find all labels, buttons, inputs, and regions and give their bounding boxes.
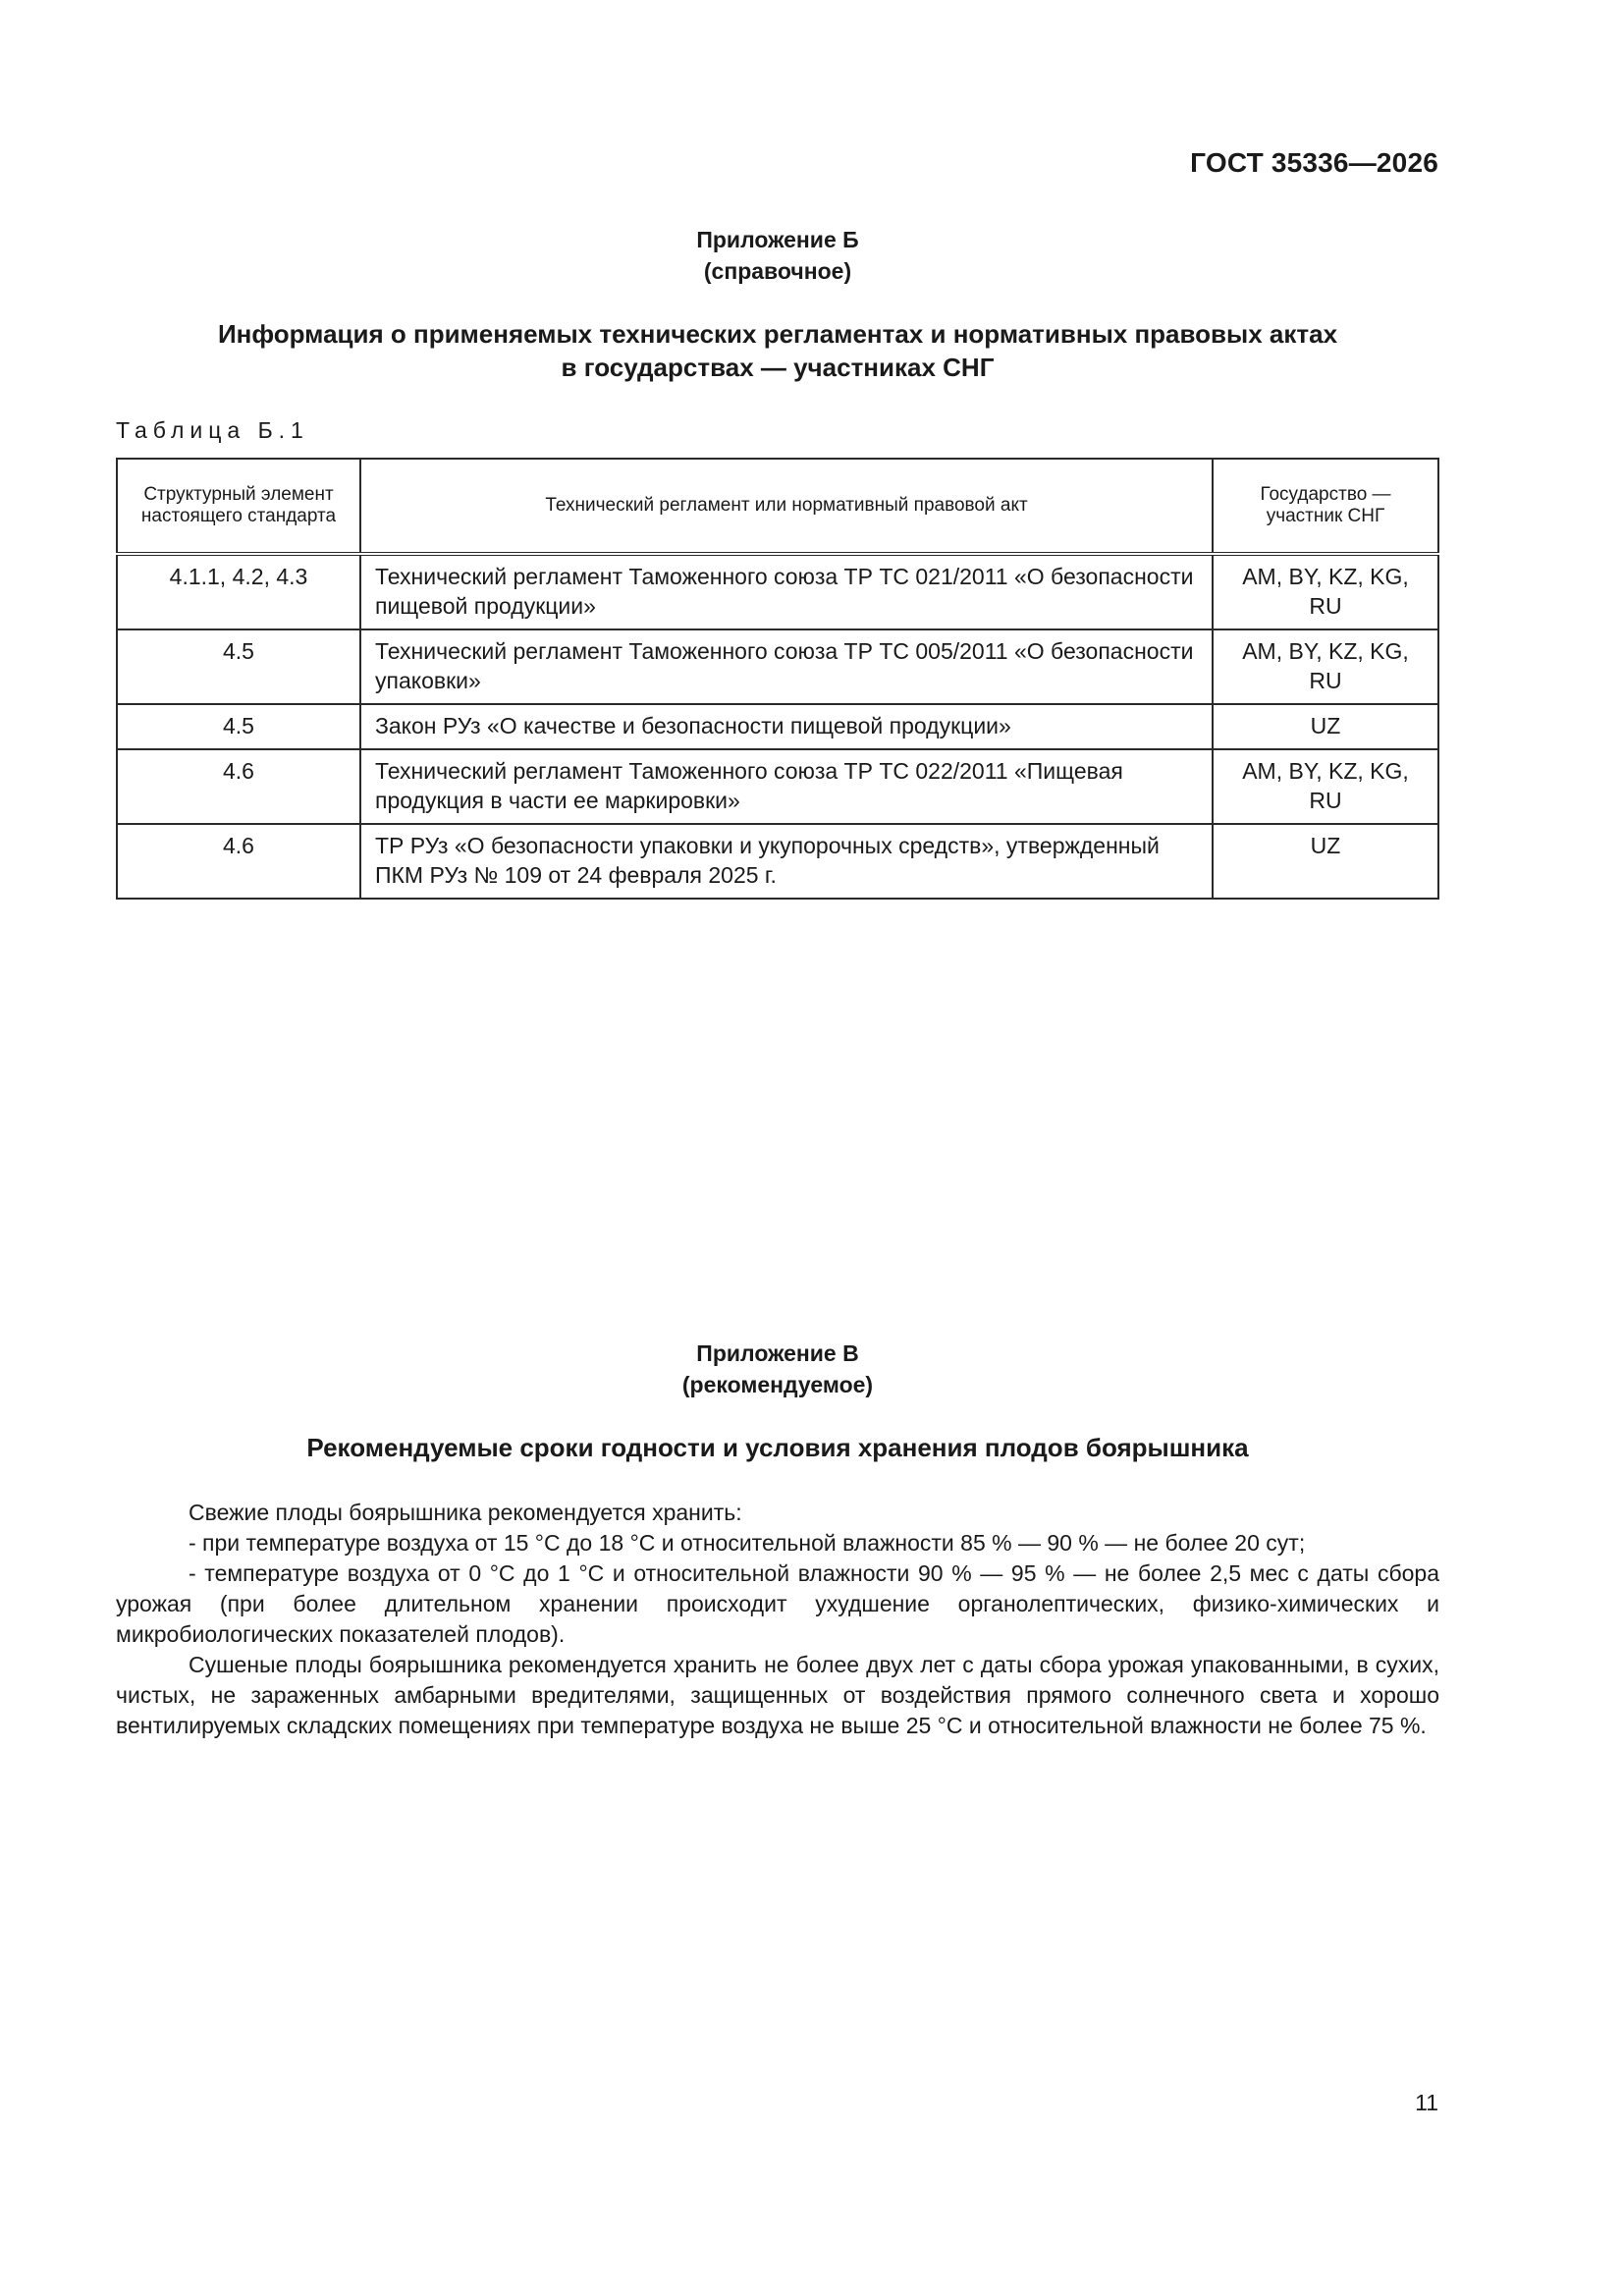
table-row — [117, 749, 1438, 824]
table-row — [117, 554, 1438, 629]
cell-element: 4.6 — [117, 824, 360, 899]
cell-state: AM, BY, KZ, KG, RU — [1213, 629, 1438, 704]
table-row — [117, 629, 1438, 704]
cell-act: Технический регламент Таможенного союза ТР ТС 022/2011 «Пищевая продукция в части ее маркировки» — [360, 749, 1213, 824]
cell-state: UZ — [1213, 704, 1438, 749]
cell-act: Технический регламент Таможенного союза ТР ТС 005/2011 «О безопасности упаковки» — [360, 629, 1213, 704]
cell-state: AM, BY, KZ, KG, RU — [1213, 749, 1438, 824]
appendix-v-label: Приложение В — [696, 1340, 859, 1366]
paragraph-dried-storage: Сушеные плоды боярышника рекомендуется хранить не более двух лет с даты сбора урожая упакованными, в сухих, чистых, не зараженных амбарными вредителями, защищенных от воздействия прямого солнечного света и хорошо вентилируемых складских помещениях при температуре воздуха не выше 25 °С и относительной влажности не более 75 %. — [116, 1652, 1439, 1738]
cell-element: 4.5 — [117, 704, 360, 749]
cell-element: 4.5 — [117, 629, 360, 704]
document-code: ГОСТ 35336—2026 — [1190, 147, 1438, 178]
cell-state: AM, BY, KZ, KG, RU — [1213, 554, 1438, 629]
cell-act: ТР РУз «О безопасности упаковки и укупорочных средств», утвержденный ПКМ РУз № 109 от 24 февраля 2025 г. — [360, 824, 1213, 899]
paragraph-fresh-condition-2: - температуре воздуха от 0 °С до 1 °С и относительной влажности 90 % — 95 % — не более 2,5 мес с даты сбора урожая (при более длительном хранении происходит ухудшение органолептических, физико-химических и микробиологических показателей плодов). — [116, 1560, 1439, 1647]
appendix-b-status: (справочное) — [703, 258, 852, 284]
table-row — [117, 704, 1438, 749]
cell-state: UZ — [1213, 824, 1438, 899]
paragraph-fresh-condition-1: - при температуре воздуха от 15 °С до 18 °С и относительной влажности 85 % — 90 % — не более 20 сут; — [189, 1530, 1306, 1556]
appendix-v-title: Рекомендуемые сроки годности и условия хранения плодов боярышника — [306, 1433, 1249, 1462]
page-number: 11 — [1415, 2090, 1438, 2115]
cell-element: 4.6 — [117, 749, 360, 824]
table-header-row — [117, 459, 1438, 554]
header-member-state: Государство — участник СНГ — [1213, 459, 1438, 554]
appendix-v-status: (рекомендуемое) — [681, 1372, 874, 1397]
paragraph-intro: Свежие плоды боярышника рекомендуется хранить: — [189, 1500, 742, 1525]
appendix-v-body — [116, 1498, 1439, 1741]
cell-act: Закон РУз «О качестве и безопасности пищевой продукции» — [360, 704, 1213, 749]
table-caption: Таблица Б.1 — [116, 417, 309, 443]
cell-act: Технический регламент Таможенного союза ТР ТС 021/2011 «О безопасности пищевой продукции» — [360, 554, 1213, 629]
appendix-b-label: Приложение Б — [696, 227, 859, 252]
header-structural-element: Структурный элемент настоящего стандарта — [117, 459, 360, 554]
cell-element: 4.1.1, 4.2, 4.3 — [117, 554, 360, 629]
table-row — [117, 824, 1438, 899]
appendix-b-title-line1: Информация о применяемых технических регламентах и нормативных правовых актах — [217, 319, 1338, 349]
header-regulation: Технический регламент или нормативный правовой акт — [360, 459, 1213, 554]
appendix-b-title-line2: в государствах — участниках СНГ — [561, 353, 995, 382]
regulations-table — [116, 458, 1439, 900]
